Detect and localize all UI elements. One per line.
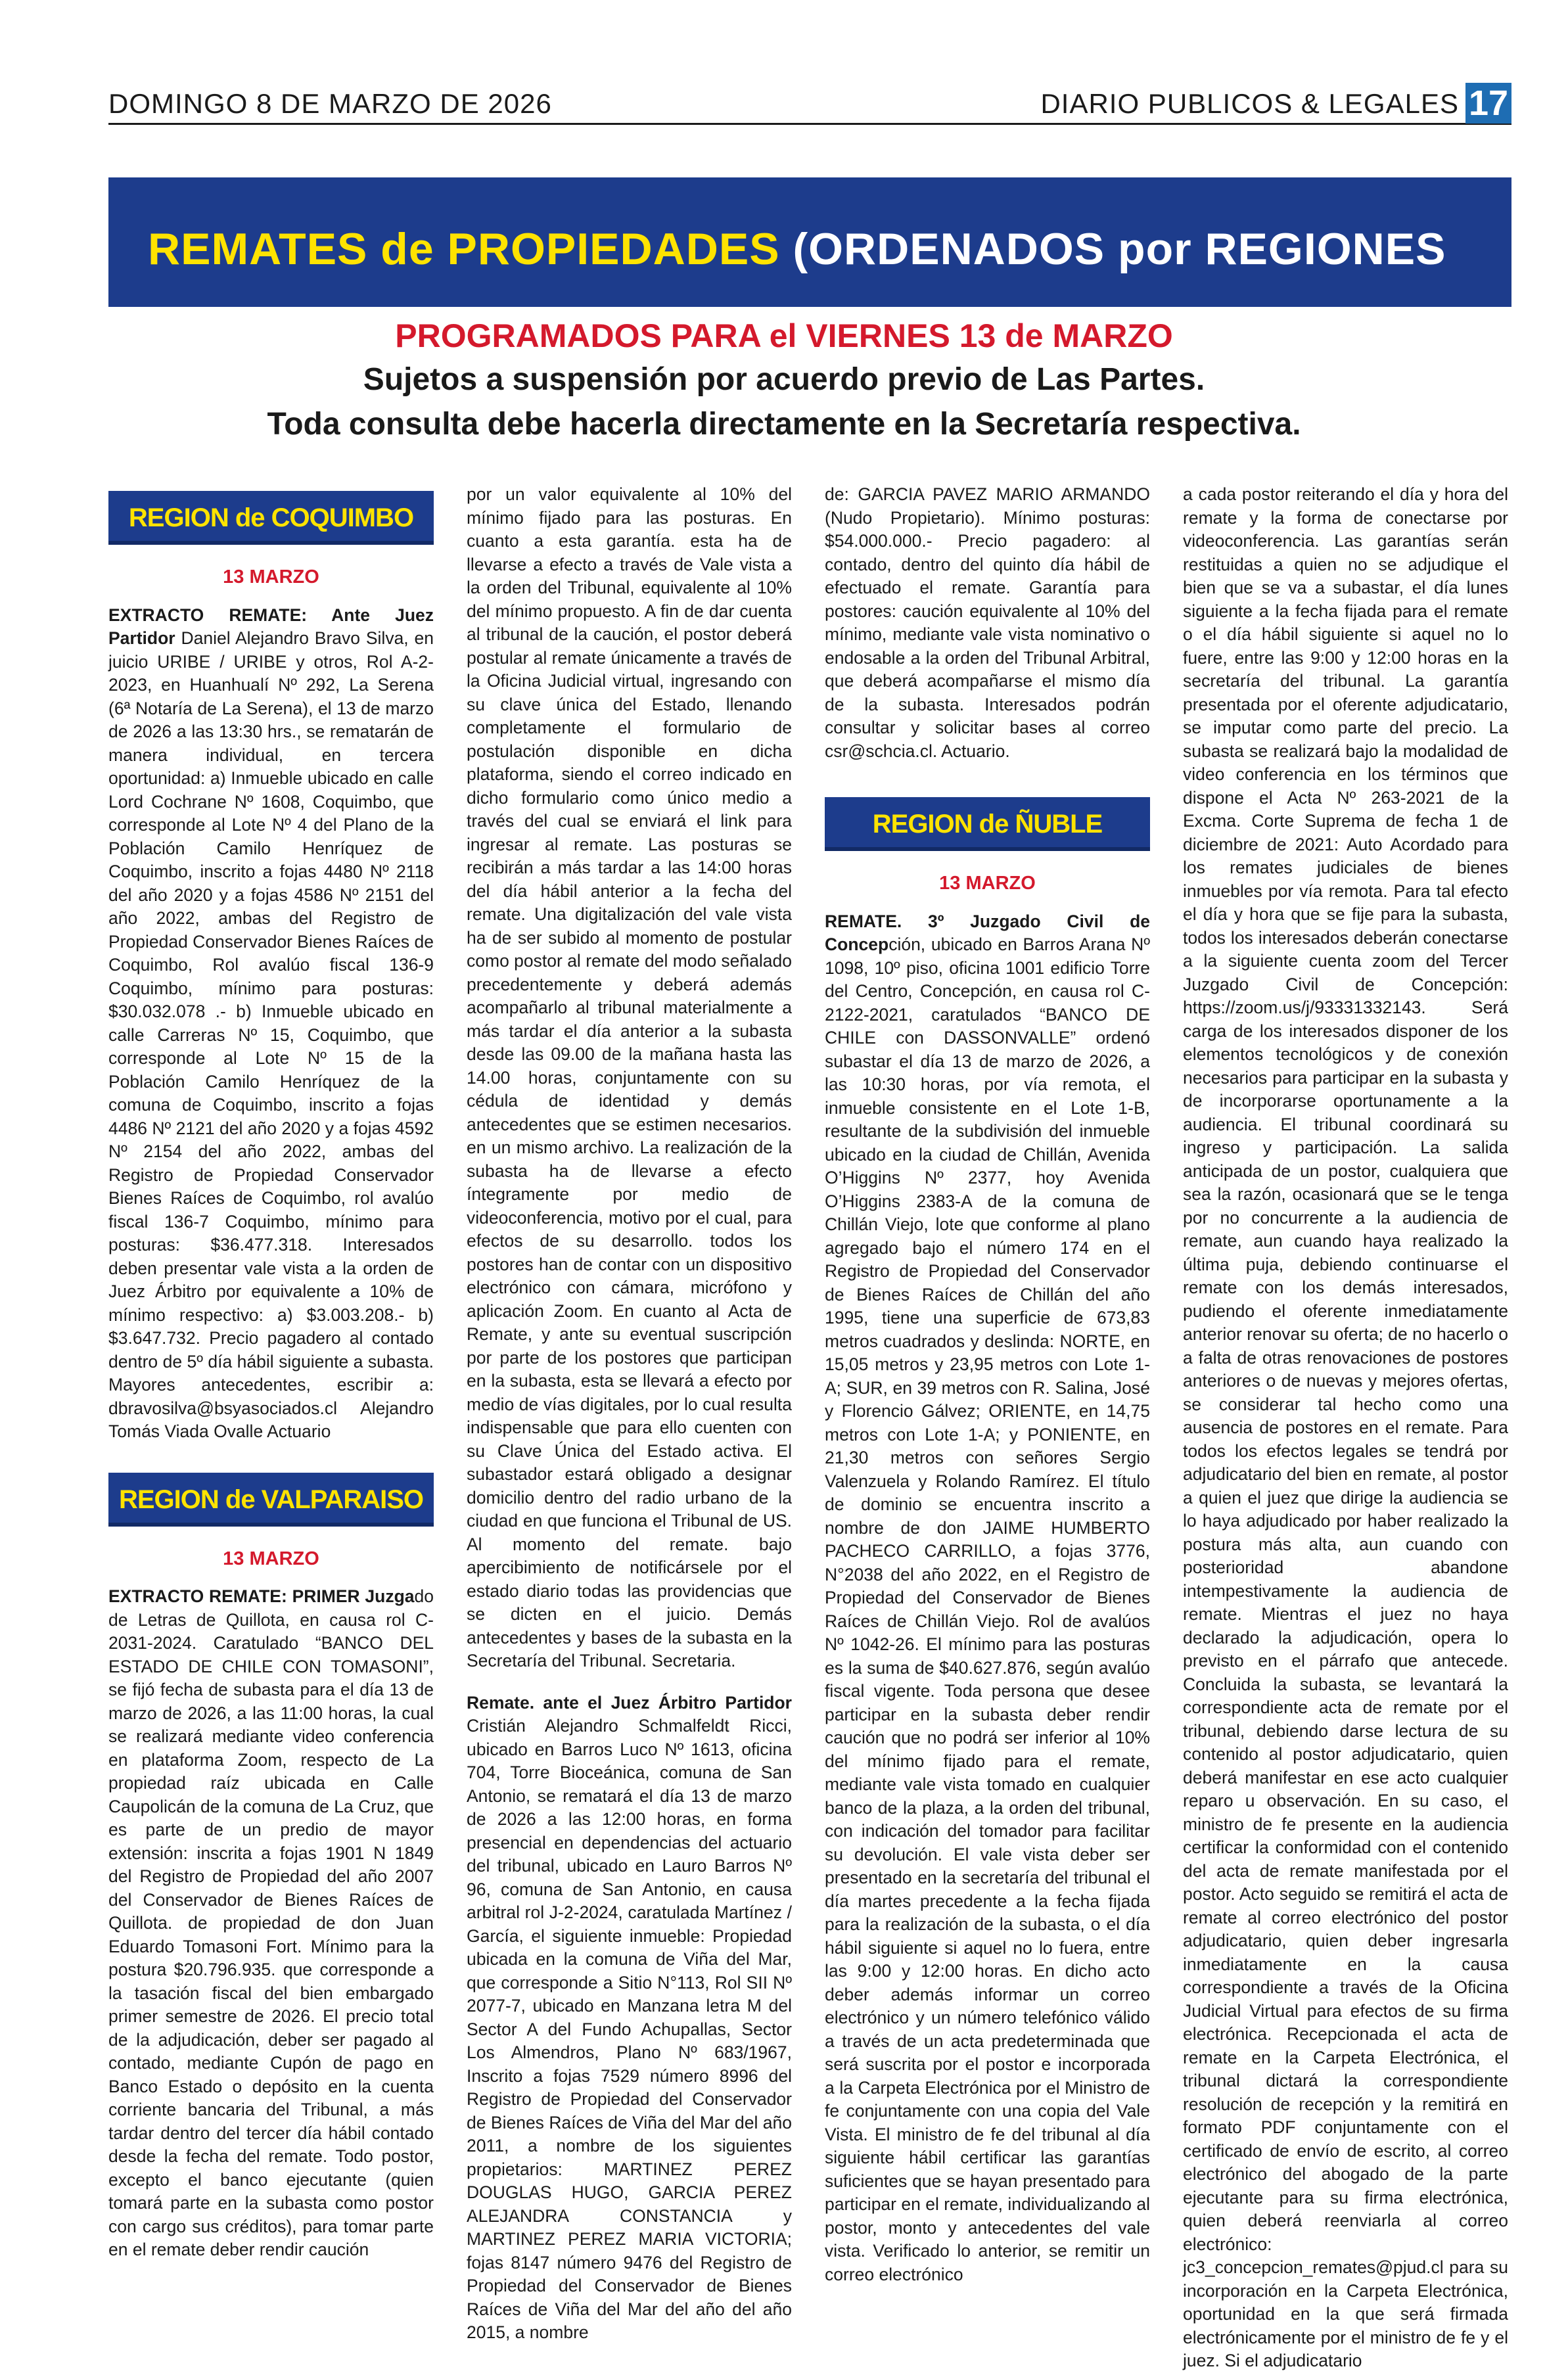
notice-nuble-cont	[1183, 483, 1508, 2373]
auction-date-valparaiso: 13 MARZO	[223, 1548, 319, 1569]
region-header-coquimbo: REGION de COQUIMBO	[108, 491, 434, 545]
notice-body: por un valor equivalente al 10% del mínimo fijado para las posturas. En cuanto a esta garantía. esta ha de llevarse a efecto a través de Vale vista a la orden del Tribunal, equivalente al 10% del mínimo propuesto. A fin de dar cuenta al tribunal de la caución, el postor deberá postular al remate únicamente a través de la Oficina Judicial virtual, ingresando con su clave única del Estado, llenando completamente el formulario de postulación disponible en dicha plataforma, siendo el correo indicado en dicho formulario como único medio a través del cual se enviará el link para ingresar al remate. Las posturas se recibirán a más tardar a las 14:00 horas del día hábil anterior a la fecha del remate. Una digitalización del vale vista ha de ser subido al momento de postular como postor al remate del modo señalado precedentemente y deberá además acompañarlo al tribunal materialmente a más tardar el día anterior a la subasta desde las 09.00 de la mañana hasta las 14.00 horas, conjuntamente con su cédula de identidad y demás antecedentes que se estimen necesarios. en un mismo archivo. La realización de la subasta ha de llevarse a efecto íntegramente por medio de videoconferencia, motivo por el cual, para efectos de su desarrollo. todos los postores han de contar con un dispositivo electrónico con cámara, micrófono y aplicación Zoom. En cuanto al Acta de Remate, y ante su eventual suscripción por parte de los postores que participan en la subasta, esta se llevará a efecto por medio de vías digitales, por lo cual resulta indispensable que para ello cuenten con su Clave Única del Estado activa. El subastador estará obligado a designar domicilio dentro del radio urbano de la ciudad en que funciona el Tribunal de US. Al momento del remate. bajo apercibimiento de notificársele por el estado diario todas las providencias que se dicten en el juicio. Demás antecedentes y bases de la subasta en la Secretaría del Tribunal. Secretaria.	[467, 484, 792, 1670]
auction-date-coquimbo: 13 MARZO	[223, 566, 319, 587]
section-banner	[108, 192, 1511, 307]
banner-title-secondary: (ORDENADOS por REGIONES	[793, 224, 1446, 274]
notice-coquimbo	[108, 604, 434, 1444]
inquiry-notice: Toda consulta debe hacerla directamente en la Secretaría respectiva.	[267, 407, 1301, 442]
column-2	[467, 483, 792, 2342]
notice-valparaiso-1-cont	[467, 483, 792, 1673]
page-number-badge: 17	[1465, 83, 1511, 124]
notice-body: Cristián Alejandro Schmalfeldt Ricci, ubicado en Barros Luco Nº 1613, oficina 704, Torre Bioceánica, comuna de San Antonio, se rematará el día 13 de marzo de 2026 a las 12:00 horas, en forma presencial en dependencias del actuario del tribunal, ubicado en Lauro Barros Nº 96, comuna de San Antonio, en causa arbitral rol J-2-2024, caratulada Martínez / García, el siguiente inmueble: Propiedad ubicada en la comuna de Viña del Mar, que corresponde a Sitio N°113, Rol SII Nº 2077-7, ubicado en Manzana letra M del Sector A del Fundo Achupallas, Sector Los Almendros, Plano Nº 683/1967, Inscrito a fojas 7529 número 8996 del Registro de Propiedad del Conservador de Bienes Raíces de Viña del Mar del año 2011, a nombre de los siguientes propietarios: MARTINEZ PEREZ DOUGLAS HUGO, GARCIA PEREZ ALEJANDRA CONSTANCIA y MARTINEZ PEREZ MARIA VICTORIA; fojas 8147 número 9476 del Registro de Propiedad del Conservador de Bienes Raíces de Viña del Mar del año del año 2015, a nombre	[467, 1716, 792, 2342]
banner-title-main: REMATES de PROPIEDADES	[148, 224, 780, 274]
region-header-valparaiso: REGION de VALPARAISO	[108, 1473, 434, 1527]
notice-lead: Remate. ante el Juez Árbitro Partidor	[467, 1692, 792, 1713]
notice-body: de: GARCIA PAVEZ MARIO ARMANDO (Nudo Propietario). Mínimo posturas: $54.000.000.- Precio pagadero: al contado, dentro del quinto día hábil de efectuado el remate. Garantía para postores: caución equivalente al 10% del mínimo, mediante vale vista nominativo o endosable a la orden del Tribunal Arbitral, que deberá acompañarse el mismo día de la subasta. Interesados podrán consultar y solicitar bases al correo csr@schcia.cl. Actuario.	[825, 484, 1150, 761]
notice-valparaiso-2-start	[467, 1692, 792, 2345]
auction-date-nuble: 13 MARZO	[939, 873, 1036, 894]
notice-valparaiso-2-cont	[825, 483, 1150, 763]
notice-lead: EXTRACTO REMATE: PRIMER Juzga	[108, 1586, 415, 1606]
schedule-heading: PROGRAMADOS PARA el VIERNES 13 de MARZO	[395, 317, 1173, 354]
notice-body: ción, ubicado en Barros Arana Nº 1098, 10º piso, oficina 1001 edificio Torre del Centro, Concepción, en causa rol C-2122-2021, caratulados “BANCO DE CHILE con DASSONVALLE” ordenó subastar el día 13 de marzo de 2026, a las 10:30 horas, por vía remota, el inmueble consistente en el Lote 1-B, resultante de la subdivisión del inmueble ubicado en la ciudad de Chillán, Avenida O’Higgins Nº 2377, hoy Avenida O’Higgins 2383-A de la comuna de Chillán Viejo, lote que conforme al plano agregado bajo el número 174 en el Registro de Propiedad del Conservador de Bienes Raíces de Chillán del año 1995, tiene una superficie de 673,83 metros cuadrados y deslinda: NORTE, en 15,05 metros y 23,95 metros con Lote 1-A; SUR, en 39 metros con R. Salina, José y Florencio Gálvez; ORIENTE, en 14,75 metros con Lote 1-A; y PONIENTE, en 21,30 metros con señores Sergio Valenzuela y Rolando Ramírez. El título de dominio se encuentra inscrito a nombre de don JAIME HUMBERTO PACHECO CARRILLO, a fojas 3776, N°2038 del año 2022, en el Registro de Propiedad del Conservador de Bienes Raíces de Chillán Viejo. Rol de avalúos Nº 1042-26. El mínimo para las posturas es la suma de $40.627.876, según avalúo fiscal vigente. Toda persona que desee participar en la subasta deber rendir caución que no podrá ser inferior al 10% del mínimo fijado para el remate, mediante vale vista tomado en cualquier banco de la plaza, a la orden del tribunal, con indicación del tomador para facilitar su devolución. El vale vista deber ser presentado en la secretaría del tribunal el día martes precedente a la fecha fijada para la realización de la subasta, o el día hábil siguiente si aquel no lo fuera, entre las 9:00 y 12:00 horas. En dicho acto deber además informar un correo electrónico y un número telefónico válido a través de un acta predeterminada que será suscrita por el postor e incorporada a la Carpeta Electrónica por el Ministro de fe conjuntamente con una copia del Vale Vista. El ministro de fe del tribunal al día siguiente hábil certificar las garantías suficientes que se hayan presentado para participar en el remate, individualizando al postor, monto y antecedentes del vale vista. Verificado lo anterior, se remitir un correo electrónico	[825, 934, 1150, 2284]
notice-body: do de Letras de Quillota, en causa rol C-2031-2024. Caratulado “BANCO DEL ESTADO DE CHILE CON TOMASONI”, se fijó fecha de subasta para el día 13 de marzo de 2026, a las 11:00 horas, la cual se realizará mediante video conferencia en plataforma Zoom, respecto de La propiedad raíz ubicada en Calle Caupolicán de la comuna de La Cruz, que es parte de un predio de mayor extensión: inscrita a fojas 1901 N 1849 del Registro de Propiedad del año 2007 del Conservador de Bienes Raíces de Quillota. de propiedad de don Juan Eduardo Tomasoni Fort. Mínimo para la postura $20.796.935. que corresponde a la tasación fiscal del bien embargado primer semestre de 2026. El precio total de la adjudicación, deber ser pagado al contado, mediante Cupón de pago en Banco Estado o depósito en la cuenta corriente bancaria del Tribunal, a más tardar dentro del tercer día hábil contado desde la fecha del remate. Todo postor, excepto el banco ejecutante (quien tomará parte en la subasta como postor con cargo sus créditos), para tomar parte en el remate deber rendir caución	[108, 1586, 434, 2259]
suspension-notice: Sujetos a suspensión por acuerdo previo de Las Partes.	[363, 362, 1205, 397]
notice-lead: REMATE. 3º Juzgado Civil de Concep	[825, 911, 1150, 954]
banner-title	[148, 223, 1446, 275]
notice-nuble-start	[825, 910, 1150, 2287]
publication-name: DIARIO PUBLICOS & LEGALES	[1040, 88, 1459, 119]
banner-top-rule	[108, 177, 1511, 192]
issue-date: DOMINGO 8 DE MARZO DE 2026	[108, 88, 552, 119]
notice-body: a cada postor reiterando el día y hora del remate y la forma de conectarse por videoconferencia. Las garantías serán restituidas a quien no se adjudique el bien que se va a subastar, el día lunes siguiente a la fecha fijada para el remate o el día hábil siguiente si aquel no lo fuere, entre las 9:00 y 12:00 horas en la secretaría del tribunal. La garantía presentada por el oferente adjudicatario, se imputar como parte del precio. La subasta se realizará bajo la modalidad de video conferencia en los términos que dispone el Acta Nº 263-2021 de la Excma. Corte Suprema de fecha 1 de diciembre de 2021: Auto Acordado para los remates judiciales de bienes inmuebles por vía remota. Para tal efecto el día y hora que se fije para la subasta, todos los interesados deberán conectarse a la siguiente cuenta zoom del Tercer Juzgado Civil de Concepción: https://zoom.us/j/93331332143. Será carga de los interesados disponer de los elementos tecnológicos y de conexión necesarios para participar en la subasta y de incorporarse oportunamente a la audiencia. El tribunal coordinará su ingreso y participación. La salida anticipada de un postor, cualquiera que sea la razón, ocasionará que se le tenga por no concurrente a la audiencia de remate, aun cuando haya realizado la última puja, debiendo continuarse el remate con los demás interesados, pudiendo el oferente inmediatamente anterior renovar su oferta; de no hacerlo o a falta de otras renovaciones de postores anteriores o de nuevas y mejores ofertas, se considerar tal hecho como una ausencia de postores en el remate. Para todos los efectos legales se tendrá por adjudicatario del bien en remate, al postor a quien el juez que dirige la audiencia se lo haya adjudicado por haber realizado la postura más alta, aun cuando con posterioridad abandone intempestivamente la audiencia de remate. Mientras el juez no haya declarado la adjudicación, opera lo previsto en el párrafo que antecede. Concluida la subasta, se levantará la correspondiente acta de remate por el tribunal, debiendo darse lectura de su contenido al postor adjudicatario, quien deberá manifestar en ese acto cualquier reparo u observación. En su caso, el ministro de fe presente en la audiencia certificar la conformidad con el contenido del acta de remate manifestada por el postor. Acto seguido se remitirá el acta de remate al correo electrónico del postor adjudicatario, quien deber ingresarla inmediatamente en la causa correspondiente a través de la Oficina Judicial Virtual para efectos de su firma electrónica. Recepcionada el acta de remate en la Carpeta Electrónica, el tribunal dictará la correspondiente resolución de recepción y la remitirá en formato PDF conjuntamente con el certificado de envío de escrito, al correo electrónico del abogado de la parte ejecutante para su firma electrónica, quien deberá reenviarla al correo electrónico: jc3_concepcion_remates@pjud.cl para su incorporación en la Carpeta Electrónica, oportunidad en la que será firmada electrónicamente por el ministro de fe y el juez. Si el adjudicatario	[1183, 484, 1508, 2370]
column-4	[1183, 483, 1508, 2370]
notice-body: Daniel Alejandro Bravo Silva, en juicio URIBE / URIBE y otros, Rol A-2-2023, en Huanhualí Nº 292, La Serena (6ª Notaría de La Serena), el 13 de marzo de 2026 a las 13:30 hrs., se rematarán de manera individual, en tercera oportunidad: a) Inmueble ubicado en calle Lord Cochrane Nº 1608, Coquimbo, que corresponde al Lote Nº 4 del Plano de la Población Camilo Henríquez de Coquimbo, inscrito a fojas 4480 Nº 2118 del año 2020 y a fojas 4586 Nº 2151 del año 2022, ambas del Registro de Propiedad Conservador Bienes Raíces de Coquimbo, Rol avalúo fiscal 136-9 Coquimbo, mínimo para posturas: $30.032.078 .- b) Inmueble ubicado en calle Carreras Nº 15, Coquimbo, que corresponde al Lote Nº 15 de la Población Camilo Henríquez de la comuna de Coquimbo, inscrito a fojas 4486 Nº 2121 del año 2020 y a fojas 4592 Nº 2154 del año 2022, ambas del Registro de Propiedad Conservador Bienes Raíces de Coquimbo, rol avalúo fiscal 136-7 Coquimbo, mínimo para posturas: $36.477.318. Interesados deben presentar vale vista a la orden de Juez Árbitro por equivalente a 10% de mínimo respectivo: a) $3.003.208.- b) $3.647.732. Precio pagadero al contado dentro de 5º día hábil siguiente a subasta. Mayores antecedentes, escribir a: dbravosilva@bsyasociados.cl Alejandro Tomás Viada Ovalle Actuario	[108, 628, 434, 1441]
notice-valparaiso-1-start	[108, 1585, 434, 2262]
page-header	[108, 84, 1511, 125]
region-header-nuble: REGION de ÑUBLE	[825, 797, 1150, 851]
column-1	[108, 483, 434, 2284]
column-3	[825, 483, 1150, 2284]
notice-lead: EXTRACTO REMATE: Ante Juez Partidor	[108, 605, 434, 648]
